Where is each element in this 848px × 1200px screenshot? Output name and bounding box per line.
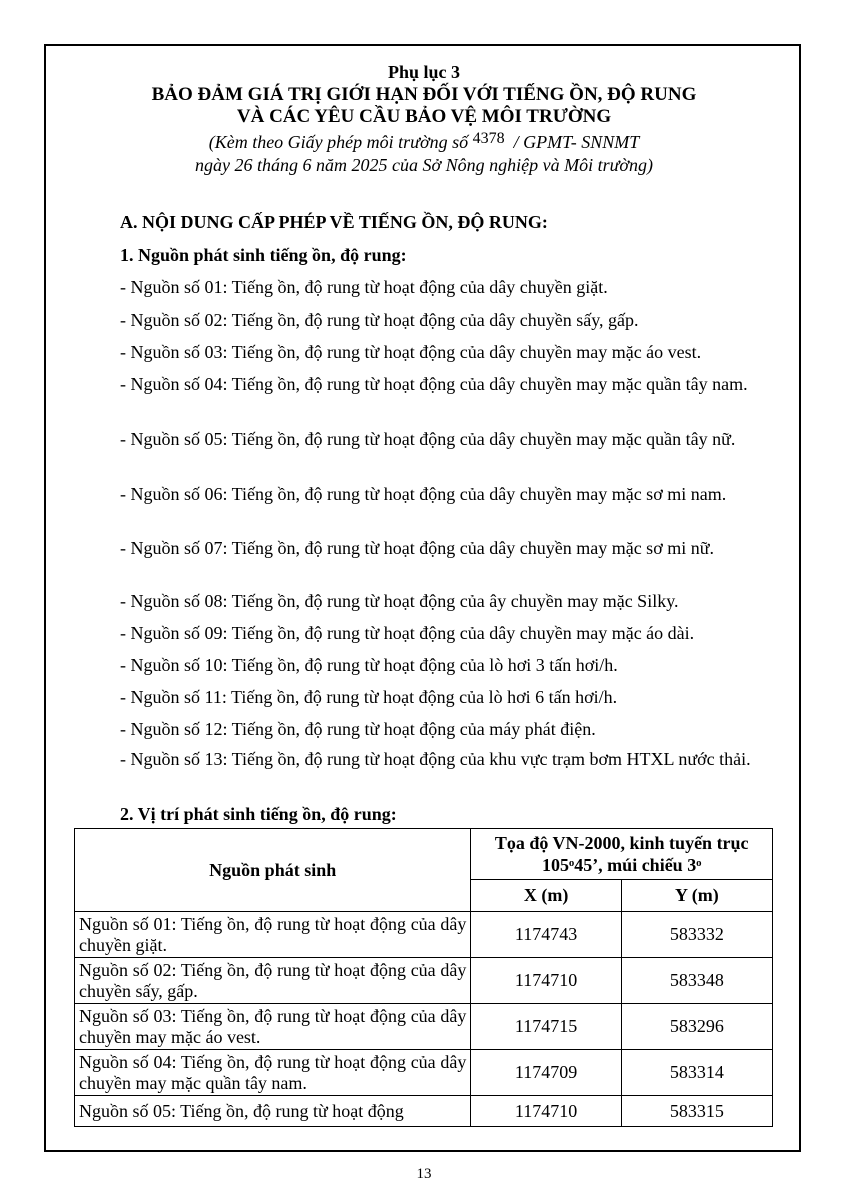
permit-number: 4378 [472, 130, 505, 147]
table-row [75, 1050, 773, 1096]
row-source: Nguồn số 04: Tiếng ồn, độ rung từ hoạt động của dây chuyền may mặc quần tây nam. [75, 1050, 471, 1096]
row-y: 583315 [621, 1096, 772, 1127]
table-header-row [75, 829, 773, 880]
section-1-heading: 1. Nguồn phát sinh tiếng ồn, độ rung: [120, 245, 407, 265]
source-item-01: - Nguồn số 01: Tiếng ồn, độ rung từ hoạt động của dây chuyền giặt. [120, 277, 608, 297]
page-number: 13 [416, 1166, 432, 1182]
ref-suffix: / GPMT- SNNMT [513, 132, 640, 152]
source-item-02: - Nguồn số 02: Tiếng ồn, độ rung từ hoạt động của dây chuyền sấy, gấp. [120, 310, 639, 330]
source-item-05: - Nguồn số 05: Tiếng ồn, độ rung từ hoạt động của dây chuyền may mặc quần tây nữ. [120, 429, 736, 449]
ref-prefix: (Kèm theo Giấy phép môi trường số [208, 132, 469, 152]
table-row [75, 1096, 773, 1127]
table-row [75, 1004, 773, 1050]
source-item-08: - Nguồn số 08: Tiếng ồn, độ rung từ hoạt động của ây chuyền may mặc Silky. [120, 591, 679, 611]
table-row [75, 912, 773, 958]
row-y: 583332 [621, 912, 772, 958]
row-y: 583314 [621, 1050, 772, 1096]
title-line-2: VÀ CÁC YÊU CẦU BẢO VỆ MÔI TRƯỜNG [236, 106, 612, 127]
source-item-12: - Nguồn số 12: Tiếng ồn, độ rung từ hoạt động của máy phát điện. [120, 719, 596, 739]
source-item-06: - Nguồn số 06: Tiếng ồn, độ rung từ hoạt động của dây chuyền may mặc sơ mi nam. [120, 484, 727, 504]
source-item-11: - Nguồn số 11: Tiếng ồn, độ rung từ hoạt động của lò hơi 6 tấn hơi/h. [120, 687, 618, 707]
header-x: X (m) [471, 880, 621, 912]
row-source: Nguồn số 03: Tiếng ồn, độ rung từ hoạt động của dây chuyền may mặc áo vest. [75, 1004, 471, 1050]
header-y: Y (m) [621, 880, 772, 912]
source-item-10: - Nguồn số 10: Tiếng ồn, độ rung từ hoạt động của lò hơi 3 tấn hơi/h. [120, 655, 618, 675]
source-item-03: - Nguồn số 03: Tiếng ồn, độ rung từ hoạt động của dây chuyền may mặc áo vest. [120, 342, 702, 362]
source-item-04: - Nguồn số 04: Tiếng ồn, độ rung từ hoạt động của dây chuyền may mặc quần tây nam. [120, 374, 748, 394]
header-coord-line-2: 105ᵒ45’, múi chiếu 3ᵒ [542, 855, 702, 875]
source-item-13: - Nguồn số 13: Tiếng ồn, độ rung từ hoạt động của khu vực trạm bơm HTXL nước thải. [120, 749, 751, 769]
row-source: Nguồn số 02: Tiếng ồn, độ rung từ hoạt động của dây chuyền sấy, gấp. [75, 958, 471, 1004]
row-x: 1174709 [471, 1050, 621, 1096]
appendix-label: Phụ lục 3 [387, 62, 461, 82]
header-coord-line-1: Tọa độ VN-2000, kinh tuyến trục [494, 833, 749, 853]
section-2-heading: 2. Vị trí phát sinh tiếng ồn, độ rung: [120, 804, 397, 824]
row-source: Nguồn số 01: Tiếng ồn, độ rung từ hoạt động của dây chuyền giặt. [75, 912, 471, 958]
table-row [75, 958, 773, 1004]
coordinates-table [74, 828, 773, 1127]
header-source: Nguồn phát sinh [75, 829, 471, 912]
header-coordinates [471, 829, 773, 880]
row-y: 583296 [621, 1004, 772, 1050]
source-item-07: - Nguồn số 07: Tiếng ồn, độ rung từ hoạt động của dây chuyền may mặc sơ mi nữ. [120, 538, 714, 558]
section-a-heading: A. NỘI DUNG CẤP PHÉP VỀ TIẾNG ỒN, ĐỘ RUNG: [120, 212, 548, 232]
row-x: 1174710 [471, 1096, 621, 1127]
permit-reference [0, 132, 848, 153]
title-line-1: BẢO ĐẢM GIÁ TRỊ GIỚI HẠN ĐỐI VỚI TIẾNG ỒN, ĐỘ RUNG [151, 84, 697, 105]
source-item-09: - Nguồn số 09: Tiếng ồn, độ rung từ hoạt động của dây chuyền may mặc áo dài. [120, 623, 695, 643]
row-y: 583348 [621, 958, 772, 1004]
row-source: Nguồn số 05: Tiếng ồn, độ rung từ hoạt động [75, 1096, 471, 1127]
row-x: 1174710 [471, 958, 621, 1004]
row-x: 1174743 [471, 912, 621, 958]
row-x: 1174715 [471, 1004, 621, 1050]
permit-date: ngày 26 tháng 6 năm 2025 của Sở Nông nghiệp và Môi trường) [195, 155, 653, 175]
